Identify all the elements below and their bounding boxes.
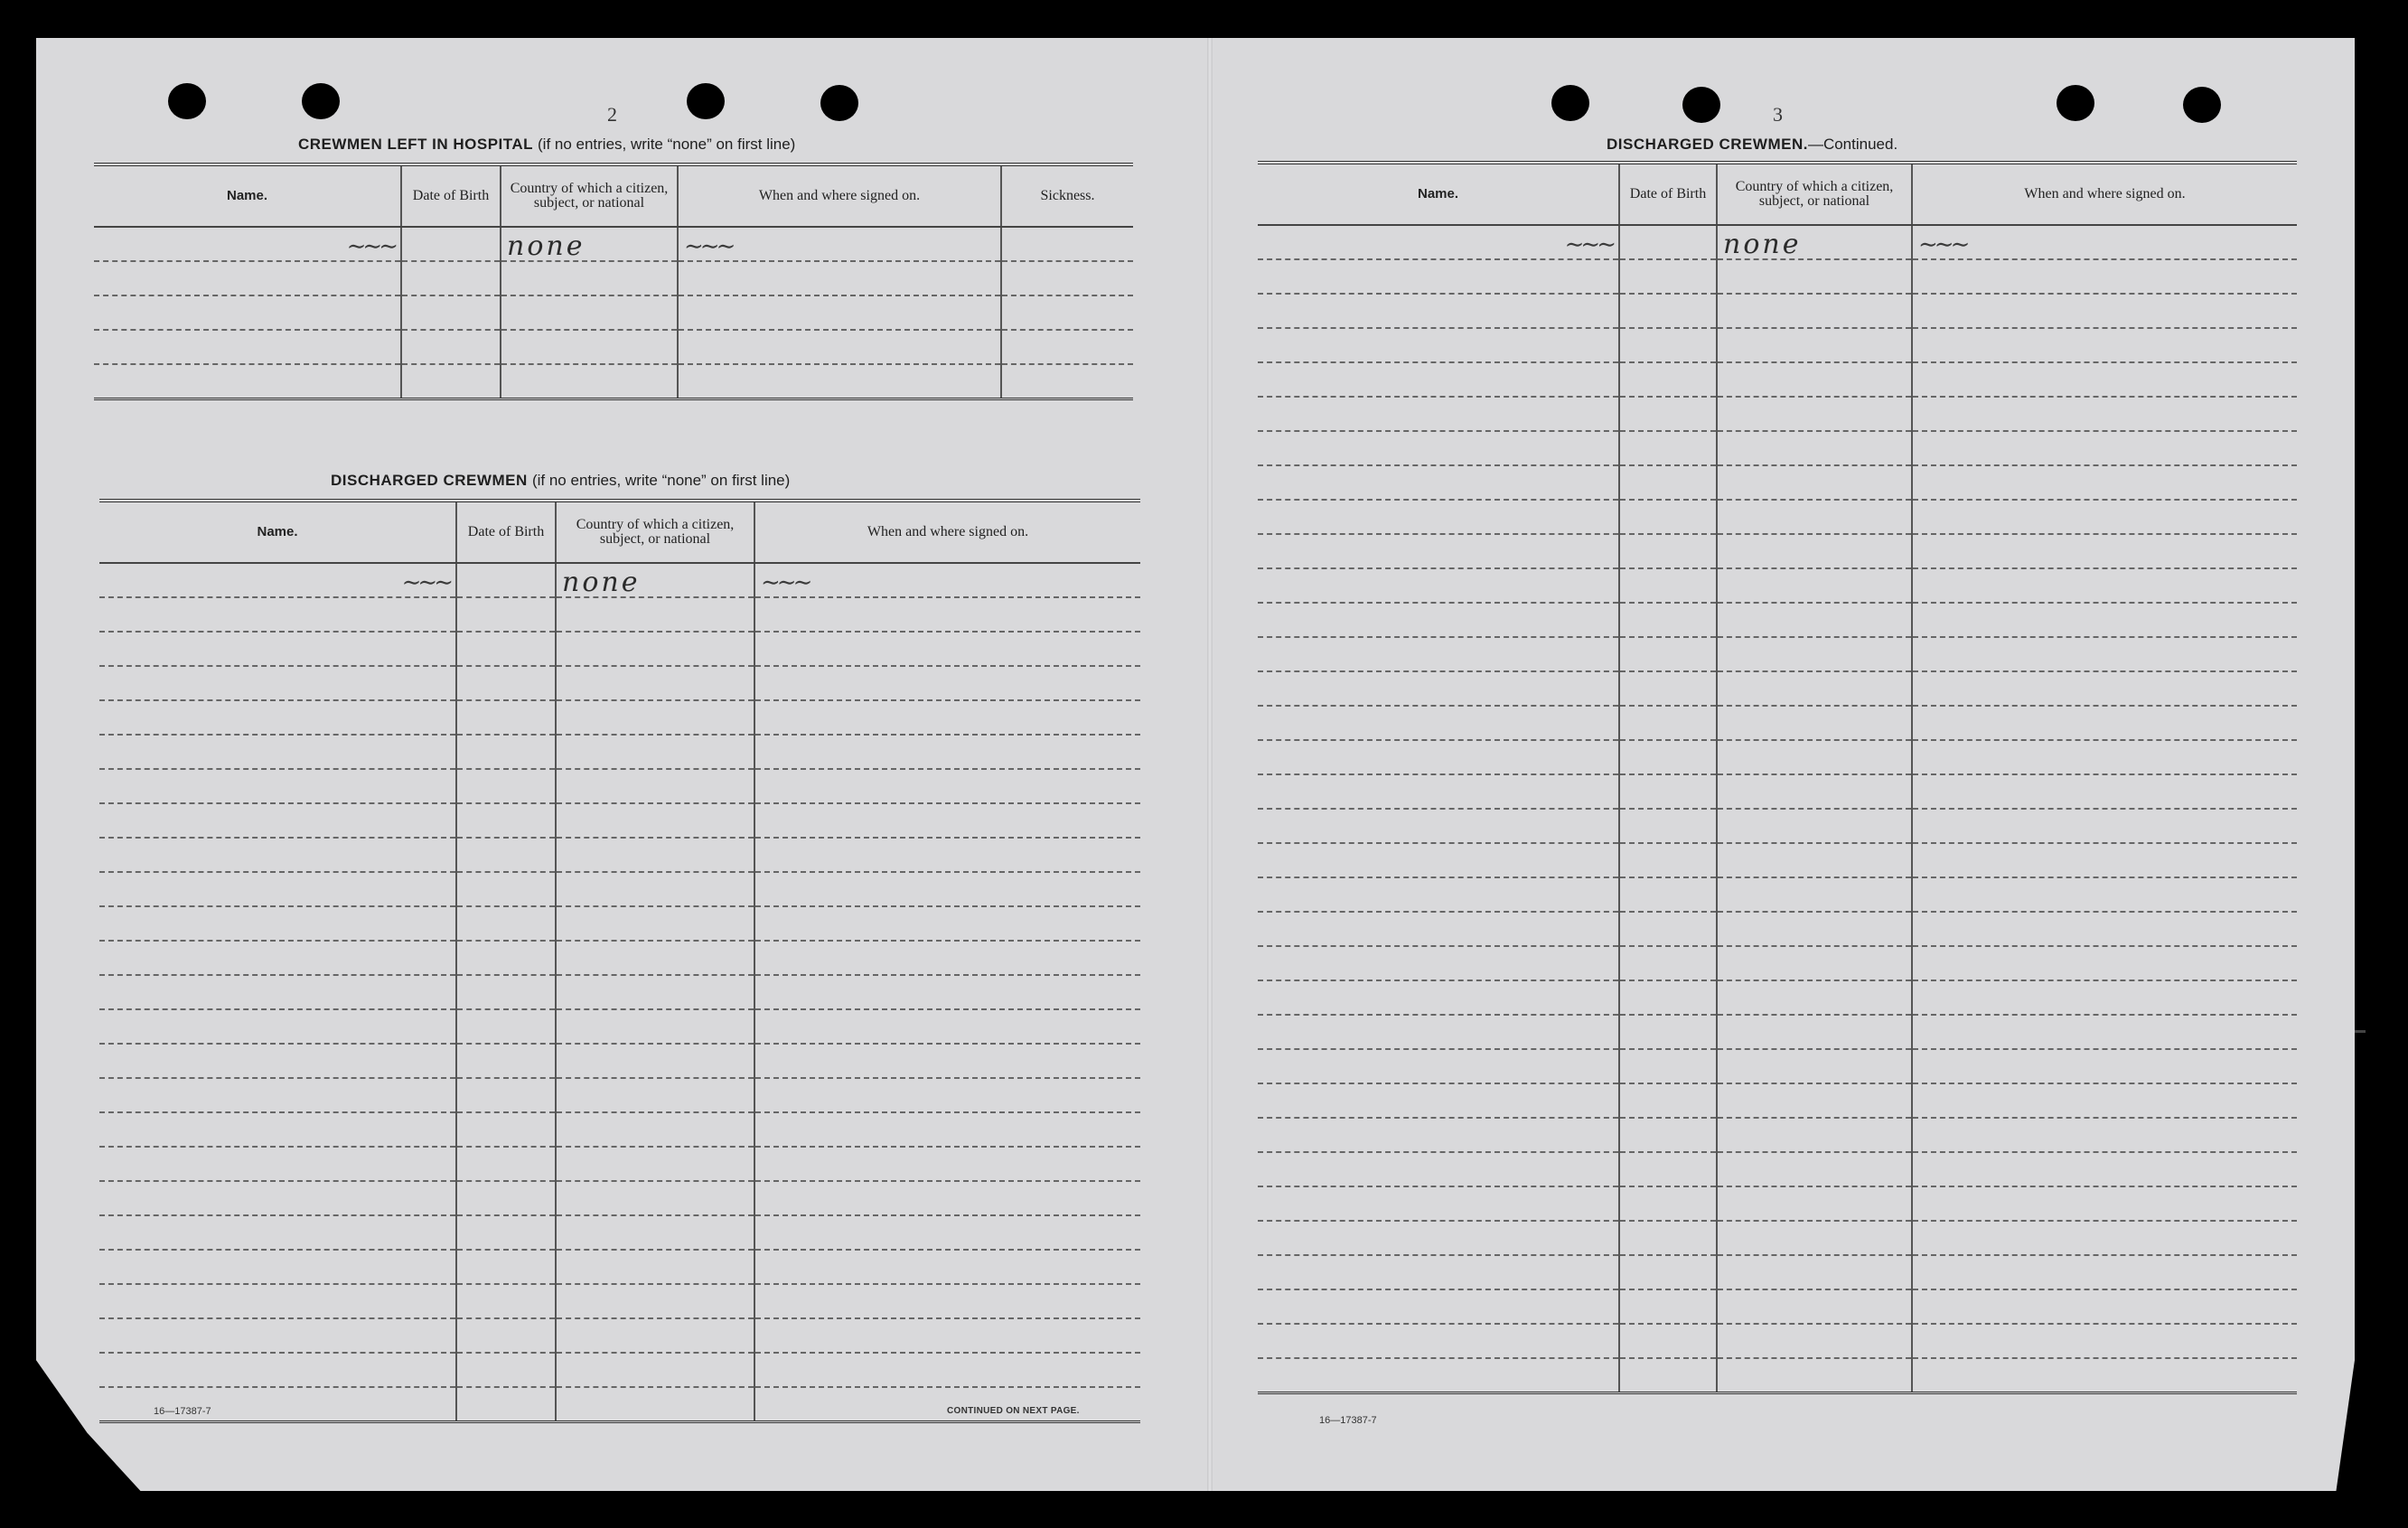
hospital-header-signed: When and where signed on. [678, 164, 1001, 227]
continued-header-name: Name. [1258, 163, 1619, 225]
table-row [1258, 362, 2297, 397]
table-row [99, 1353, 1140, 1387]
hospital-header-dob: Date of Birth [401, 164, 501, 227]
hospital-section-title [298, 136, 795, 154]
punch-hole [687, 83, 725, 119]
handwritten-dash: ∼∼∼ [401, 569, 450, 595]
handwritten-dash: ∼∼∼ [684, 233, 733, 259]
table-row [1258, 1083, 2297, 1118]
table-row [1258, 603, 2297, 637]
table-row [1258, 877, 2297, 912]
table-row [99, 1318, 1140, 1353]
continued-header-signed: When and where signed on. [1912, 163, 2297, 225]
page-fold [1207, 38, 1213, 1491]
table-row [99, 1284, 1140, 1318]
left-page-number: 2 [607, 103, 617, 126]
table-row [1258, 980, 2297, 1015]
table-row [1258, 1324, 2297, 1358]
discharged-section-title [331, 472, 790, 490]
table-row [1258, 465, 2297, 500]
right-form-number: 16—17387-7 [1319, 1415, 1377, 1426]
table-row [99, 563, 1140, 597]
table-row [99, 975, 1140, 1009]
table-row [99, 1044, 1140, 1078]
table-row [99, 941, 1140, 975]
table-row [1258, 1255, 2297, 1289]
discharged-continued-title-text: DISCHARGED CREWMEN. [1607, 136, 1808, 153]
table-row [1258, 637, 2297, 671]
table-row [1258, 294, 2297, 328]
table-row [99, 666, 1140, 700]
table-row [1258, 1152, 2297, 1186]
table-row [1258, 1289, 2297, 1324]
discharged-header-country: Country of which a citizen, subject, or national [556, 501, 754, 563]
handwritten-dash: ∼∼∼ [761, 569, 810, 595]
handwritten-none-entry: none [1723, 229, 1802, 260]
table-row [1258, 740, 2297, 774]
hospital-header-sickness: Sickness. [1001, 164, 1133, 227]
discharged-header-name: Name. [99, 501, 456, 563]
discharged-continued-note: —Continued. [1807, 136, 1898, 153]
table-row [99, 906, 1140, 941]
table-row [99, 1078, 1140, 1112]
table-row [1258, 500, 2297, 534]
punch-hole [1682, 87, 1720, 123]
punch-hole [1551, 85, 1589, 121]
table-row [99, 769, 1140, 803]
discharged-table [99, 499, 1140, 1423]
punch-hole [302, 83, 340, 119]
continued-header-country: Country of which a citizen, subject, or national [1717, 163, 1912, 225]
table-row [94, 261, 1133, 295]
hospital-title-text: CREWMEN LEFT IN HOSPITAL [298, 136, 533, 153]
table-row [99, 1009, 1140, 1044]
handwritten-none-entry: none [507, 230, 586, 262]
hospital-title-note: (if no entries, write “none” on first line) [538, 136, 796, 153]
table-row [99, 872, 1140, 906]
table-row [1258, 774, 2297, 809]
hospital-header-name: Name. [94, 164, 401, 227]
table-row [1258, 328, 2297, 362]
table-row [99, 632, 1140, 666]
table-row [99, 1387, 1140, 1422]
table-row [1258, 568, 2297, 603]
discharged-continued-title [1607, 136, 1897, 154]
table-row [1258, 534, 2297, 568]
handwritten-none-entry: none [562, 567, 641, 598]
punch-hole [2057, 85, 2094, 121]
discharged-header-signed: When and where signed on. [754, 501, 1140, 563]
table-row [1258, 809, 2297, 843]
discharged-continued-table [1258, 161, 2297, 1394]
table-row [1258, 1358, 2297, 1393]
table-row [1258, 671, 2297, 706]
table-row [94, 227, 1133, 261]
handwritten-dash: ∼∼∼ [1564, 231, 1613, 258]
table-row [99, 838, 1140, 872]
table-row [1258, 259, 2297, 294]
punch-hole [2183, 87, 2221, 123]
table-row [1258, 912, 2297, 946]
discharged-title-text: DISCHARGED CREWMEN [331, 472, 528, 489]
table-row [99, 1147, 1140, 1181]
right-page-number: 3 [1773, 103, 1783, 126]
table-row [94, 295, 1133, 330]
table-row [1258, 843, 2297, 877]
handwritten-dash: ∼∼∼ [1918, 231, 1967, 258]
edge-mark [2355, 1030, 2366, 1033]
continued-note: CONTINUED ON NEXT PAGE. [947, 1406, 1080, 1416]
hospital-header-country: Country of which a citizen, subject, or national [501, 164, 678, 227]
continued-header-dob: Date of Birth [1619, 163, 1717, 225]
table-row [99, 597, 1140, 632]
table-row [94, 364, 1133, 399]
discharged-title-note: (if no entries, write “none” on first line) [531, 472, 791, 489]
left-form-number: 16—17387-7 [154, 1406, 211, 1417]
table-row [99, 735, 1140, 769]
table-row [1258, 225, 2297, 259]
table-row [99, 1181, 1140, 1215]
table-row [1258, 946, 2297, 980]
table-row [1258, 1118, 2297, 1152]
table-row [1258, 1015, 2297, 1049]
punch-hole [168, 83, 206, 119]
table-row [99, 1250, 1140, 1284]
table-row [99, 1215, 1140, 1250]
table-row [1258, 397, 2297, 431]
hospital-table [94, 163, 1133, 400]
table-row [94, 330, 1133, 364]
table-row [1258, 706, 2297, 740]
discharged-header-dob: Date of Birth [456, 501, 556, 563]
handwritten-dash: ∼∼∼ [346, 233, 395, 259]
table-row [1258, 1221, 2297, 1255]
table-row [99, 700, 1140, 735]
punch-hole [820, 85, 858, 121]
table-row [1258, 1049, 2297, 1083]
table-row [1258, 1186, 2297, 1221]
table-row [99, 803, 1140, 838]
table-row [99, 1112, 1140, 1147]
table-row [1258, 431, 2297, 465]
